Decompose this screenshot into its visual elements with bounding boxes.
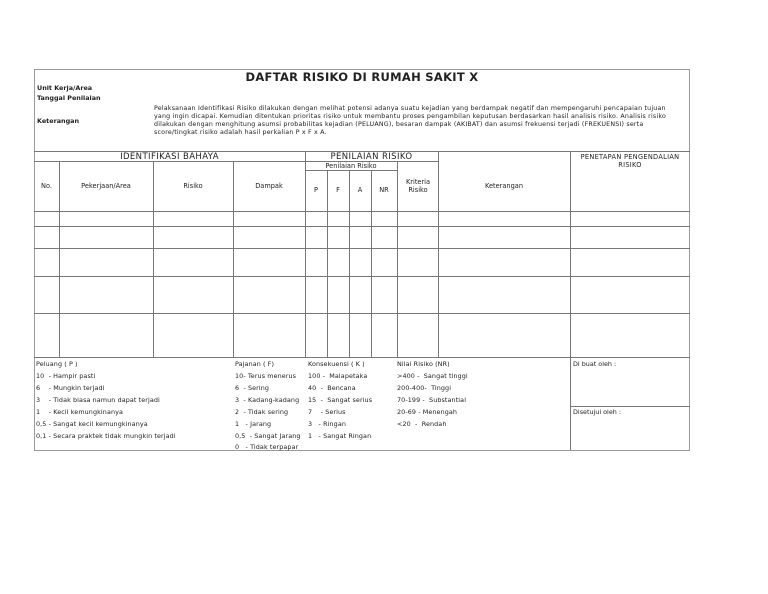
legend-peluang-item: 6 - Mungkin terjadi <box>36 384 105 392</box>
col-header-pekerjaan: Pekerjaan/Area <box>81 182 131 190</box>
col-line-f <box>349 170 350 357</box>
legend-konsekuensi-item: 3 - Ringan <box>308 420 346 428</box>
legend-konsekuensi-title: Konsekuensi ( K ) <box>308 360 365 368</box>
legend-nilai-item: >400 - Sangat tinggi <box>397 372 468 380</box>
col-line-dampak <box>305 151 306 357</box>
col-header-dampak: Dampak <box>255 182 283 190</box>
col-line-no <box>59 161 60 357</box>
legend-peluang-item: 0,1 - Secara praktek tidak mungkin terjadi <box>36 432 176 440</box>
col-header-nr: NR <box>379 186 389 194</box>
header-sub-penilaian: Penilaian Risiko <box>325 162 377 170</box>
unit-label: Unit Kerja/Area <box>37 84 93 92</box>
signature-divider <box>570 406 690 407</box>
col-header-kriteria: Kriteria Risiko <box>405 178 431 194</box>
col-header-no: No. <box>41 182 52 190</box>
header-bottom-line <box>34 211 690 212</box>
legend-nilai-item: 20-69 - Menengah <box>397 408 458 416</box>
row-line-2 <box>34 248 690 249</box>
legend-pajanan-item: 10- Terus menerus <box>235 372 297 380</box>
legend-konsekuensi-item: 15 - Sangat serius <box>308 396 373 404</box>
row-line-3 <box>34 276 690 277</box>
row-line-1 <box>34 226 690 227</box>
legend-peluang-item: 1 - Kecil kemungkinanya <box>36 408 124 416</box>
subgroup-line <box>305 170 397 171</box>
legend-nilai-item: <20 - Rendah <box>397 420 447 428</box>
col-header-f: F <box>336 186 340 194</box>
header-penilaian: PENILAIAN RISIKO <box>330 152 413 162</box>
col-header-p: P <box>314 186 318 194</box>
col-header-keterangan: Keterangan <box>484 182 524 190</box>
legend-pajanan-item: 2 - Tidak sering <box>235 408 289 416</box>
header-pengendalian: PENETAPAN PENGENDALIAN RISIKO <box>580 153 680 169</box>
table-bottom-line <box>34 357 690 358</box>
legend-peluang-item: 10 - Hampir pasti <box>36 372 96 380</box>
legend-peluang-title: Peluang ( P ) <box>36 360 78 368</box>
legend-konsekuensi-item: 40 - Bencana <box>308 384 356 392</box>
legend-konsekuensi-item: 1 - Sangat Ringan <box>308 432 372 440</box>
row-line-4 <box>34 313 690 314</box>
col-line-a <box>371 170 372 357</box>
date-label: Tanggal Penilaian <box>37 94 101 102</box>
legend-nilai-item: 200-400- Tinggi <box>397 384 452 392</box>
legend-pajanan-item: 0 - Tidak terpapar <box>235 443 299 451</box>
col-line-nr <box>397 161 398 357</box>
legend-pajanan-item: 6 - Sering <box>235 384 270 392</box>
page-title: DAFTAR RISIKO DI RUMAH SAKIT X <box>245 70 479 84</box>
legend-konsekuensi-item: 100 - Malapetaka <box>308 372 368 380</box>
header-identifikasi: IDENTIFIKASI BAHAYA <box>120 152 219 162</box>
legend-nilai-title: Nilai Risiko (NR) <box>397 360 450 368</box>
description-text: Pelaksanaan Identifikasi Risiko dilakukan dengan melihat potensi adanya suatu kejadian yang berdampak negatif dan mempengaruhi pencapaian tujuan yang ingin dicapai. Kemudian ditentukan prioritas risiko untuk membantu proses pengambilan keputusan berdasarkan hasil analisis risiko. Analisis risiko dilakukan dengan menghitung asumsi probabilitas kejadian (PELUANG), besaran dampak (AKIBAT) dan asumsi frekuensi terjadi (FREKUENSI) serta score/tingkat risiko adalah hasil perkalian P x F x A. <box>154 105 667 136</box>
legend-peluang-item: 0,5 - Sangat kecil kemungkinanya <box>36 420 148 428</box>
col-line-p <box>327 170 328 357</box>
col-line-keterangan <box>570 151 571 450</box>
legend-pajanan-title: Pajanan ( F) <box>235 360 275 368</box>
notes-label: Keterangan <box>37 117 80 125</box>
col-line-risiko <box>233 161 234 357</box>
legend-pajanan-item: 1 - Jarang <box>235 420 272 428</box>
legend-peluang-item: 3 - Tidak biasa namun dapat terjadi <box>36 396 160 404</box>
legend-pajanan-item: 3 - Kadang-kadang <box>235 396 300 404</box>
col-header-a: A <box>357 186 363 194</box>
approved-by-label: Disetujui oleh : <box>573 408 621 416</box>
made-by-label: Di buat oleh : <box>573 360 617 368</box>
legend-nilai-item: 70-199 - Substantial <box>397 396 467 404</box>
col-header-risiko: Risiko <box>183 182 203 190</box>
legend-pajanan-item: 0,5 - Sangat Jarang <box>235 432 301 440</box>
col-line-pekerjaan <box>153 161 154 357</box>
legend-konsekuensi-item: 7 - Serius <box>308 408 346 416</box>
